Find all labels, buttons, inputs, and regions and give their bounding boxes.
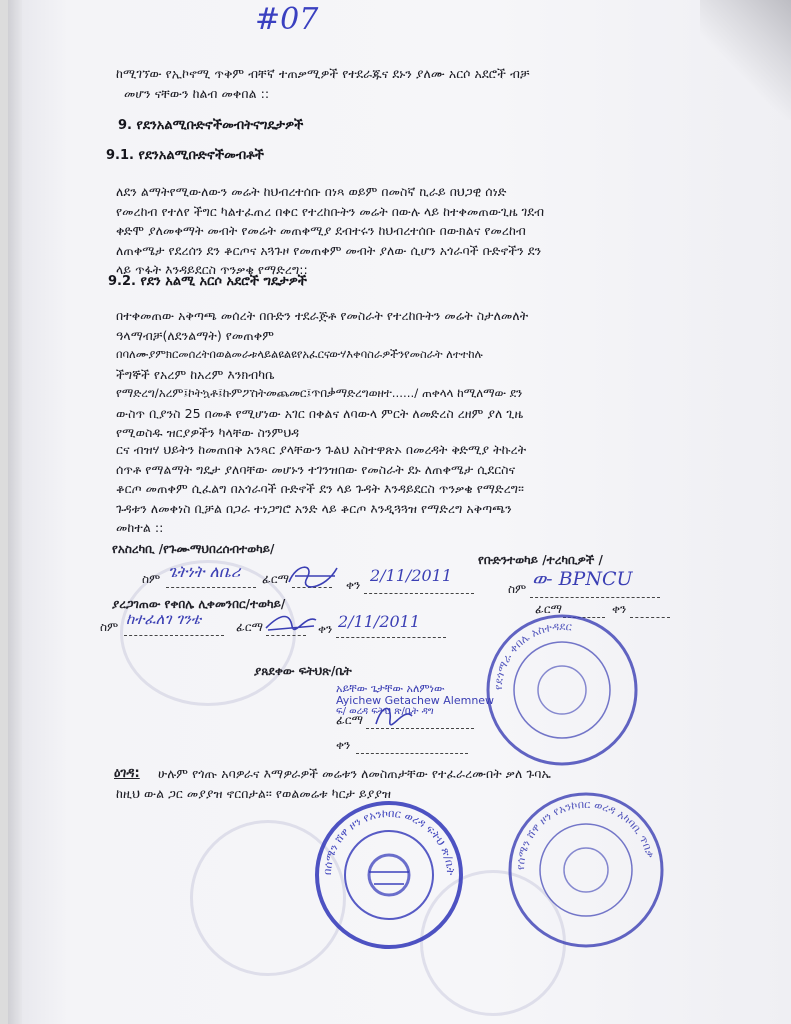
stacked-paper-edge xyxy=(8,0,22,1024)
left-name-handwriting: ጌትነት ለቤሪ xyxy=(168,562,241,581)
text-line: የማድረግ/አረም፤ኮትኳቶ፤ኩምፖስትመጨመር፤ጥበቃማድረግወዘተ....../ ጠቀላላ ከሚለማው ደን xyxy=(116,386,523,400)
witness-signature-scribble xyxy=(372,700,416,730)
text-line: ቆርጦ መጠቀም ሲፈልግ በአጎራባች ቡድኖች ደን ላይ ጉዳት እንዳይደርስ ጥንቃቄ የማድረግ፡፡ xyxy=(116,481,525,496)
stamp-bottom-right xyxy=(506,790,666,950)
svg-text:የሰሜን ሸዋ ዞን የአንኮበር ወረዳ አካባቢ ጥበቃ xyxy=(514,798,657,870)
approver-name-handwriting: ከተፈለገ ገንቴ xyxy=(126,610,201,628)
witness-stamp-english: Ayichew Getachew Alemnew xyxy=(336,694,495,707)
stamp-bottom-left xyxy=(314,800,464,950)
section-9-2-heading: 9.2. የደን አልሚ አርሶ አደሮች ግዴታዎች xyxy=(108,274,307,289)
text-line: ላይ ጥፋት እንዳይደርስ ጥንቃቄ የማድረግ:: xyxy=(116,262,308,277)
text-line: መከተል :: xyxy=(116,520,164,535)
text-line: ዓላማብቻ(ለደንልማት) የመጠቀም xyxy=(116,327,274,343)
left-signature-scribble xyxy=(285,560,345,592)
right-signature-label: ፊርማ xyxy=(535,602,563,616)
svg-text:በሰሜን ሸዋ ዞን የአንኮበር ወረዳ ፍትህ ጽ/ቤት xyxy=(321,807,457,876)
text-line: ጉዳቱን ለመቀነስ ቢቻል በጋራ ተነጋግሮ አንድ ላይ ቆርጦ እንዲጓጓዝ የማድረግ አቅጣጫን xyxy=(116,500,512,516)
intro-paragraph xyxy=(116,64,726,103)
approver-date-line xyxy=(336,637,446,638)
text-line: ቀድሞ ያለመቀማት መብት የመሬት መጠቀሚያ ደብተሩን ከህብረተሰቡ በውክልና የመረከብ xyxy=(116,223,526,238)
stamp-bottom-right-text: የሰሜን ሸዋ ዞን የአንኮበር ወረዳ አካባቢ ጥበቃ xyxy=(513,797,657,871)
section-9-1-paragraph xyxy=(116,182,726,280)
approver-signature-scribble xyxy=(262,606,320,636)
approver-name-label: ስም xyxy=(100,620,119,634)
right-date-label: ቀን xyxy=(612,602,627,616)
section-9-1-heading: 9.1. የደንአልሚቡድኖችመብቶች xyxy=(106,148,264,163)
section-9-heading: 9. የደንአልሚቡድኖችመብትናግዴታዎች xyxy=(118,118,304,133)
right-name-line xyxy=(530,597,660,598)
closing-paragraph xyxy=(116,440,726,538)
text-line: ችግኞች የአረም ከአረም እንክብካቤ xyxy=(116,366,275,382)
approver-signature-label: ፊርማ xyxy=(236,620,264,634)
text-line: ለደን ልማትየሚውለውን መሬት ከህብረተሰቡ በነጻ ወይም በመስኛ ኪራይ በህጋዊ ሰነድ xyxy=(116,184,507,199)
stamp-bottom-left-text: በሰሜን ሸዋ ዞን የአንኮበር ወረዳ ፍትህ ጽ/ቤት xyxy=(320,806,458,876)
left-date-label: ቀን xyxy=(346,578,361,592)
right-party-label: የቡድንተወካይ /ተረካቢዎች / xyxy=(478,553,603,567)
text-line: የመረከብ የተለየ ችግር ካልተፈጠረ በቀር የተረከቡትን መሬት በውሉ ላይ ከተቀመጠውጊዜ ገደብ xyxy=(116,203,545,219)
witness-stamp-amharic: አይቸው ጌታቸው አለምነው xyxy=(336,682,445,695)
note-label: ዕገዳ: xyxy=(114,766,140,781)
section-9-2-paragraph xyxy=(116,306,726,443)
stamp-top-right-text: የደጎማራ ቀበሌ አስተዳደር xyxy=(491,619,573,691)
text-line: ውስጥ ቢያንስ 25 በመቶ የሚሆነው አገር በቀልና ለባውላ ምርት ለመድረስ ረዘም ያለ ጊዜ xyxy=(116,405,524,421)
svg-text:የደጎማራ ቀበሌ አስተዳደር xyxy=(492,620,573,690)
text-line: ከሚገኘው የኢኮኖሚ ጥቅም ብቸኛ ተጠቃሚዎች የተደራጁና ደኑን ያለሙ አርሶ አደሮች ብቻ xyxy=(116,66,530,81)
left-party-label: የአስረካቢ /የጉሙማህበረሰብተወካይ/ xyxy=(112,542,275,556)
text-line: ለጠቀሜታ የደረሰን ደን ቆርጦና አጓጉዞ የመጠቀም መብት ያለው ሲሆን አጎራባች ቡድኖችን ደን xyxy=(116,242,542,258)
witness-label: ያጸደቀው ፍትህጽ/ቤት xyxy=(254,664,352,678)
text-line: ሰጥቶ የማልማት ግዴታ ያለባቸው መሆኑን ተገንዝበው የመስራት ደኑ ለጠቀሜታ ሲደርስና xyxy=(116,461,516,477)
left-name-label: ስም xyxy=(142,572,161,586)
text-line: ከዚህ ውል ጋር መያያዝ ኖርበታል፡፡ የወልመሬቱ ካርታ ይያያዝ xyxy=(116,786,391,801)
left-date-line xyxy=(364,593,474,594)
witness-signature-label: ፊርማ xyxy=(336,713,364,727)
witness-date-label: ቀን xyxy=(336,738,351,752)
text-line: መሆን ናቸውን ከልብ መቀበል :: xyxy=(124,85,270,101)
left-date-handwriting: 2/11/2011 xyxy=(370,566,453,585)
page-mark: #07 xyxy=(255,2,319,37)
left-signature-label: ፊርማ xyxy=(262,572,290,586)
approver-date-label: ቀን xyxy=(318,622,333,636)
text-line: በባለሙያምክርመሰረትበወልመራቱላይልዩልዩየአፈርናውሃእቀባስራዎችንየመስራት ለተተከሉ xyxy=(116,347,483,361)
right-name-label: ስም xyxy=(508,582,527,596)
approver-label: ያረጋገጠው የቀበሌ ሊቀመንበር/ተወካይ/ xyxy=(112,597,286,611)
text-line: ሁሉም የጎጡ አባዎራና እማዎራዎች መሬቱን ለመስጠታቸው የተፈራረሙበት ቃለ ጉባኤ xyxy=(158,766,551,781)
text-line: በተቀመጠው አቅጣጫ መሰረት በቡድን ተደራጅቶ የመስራት የተረከቡትን መሬት ስታለመለት xyxy=(116,308,529,323)
text-line: የሚወስዱ ዝርያዎችን ካላቸው ስንምህዳ xyxy=(116,425,300,440)
approver-date-handwriting: 2/11/2011 xyxy=(338,612,421,631)
witness-date-line xyxy=(356,753,468,754)
stamp-top-right xyxy=(484,612,640,768)
left-name-line xyxy=(166,587,256,588)
approver-name-line xyxy=(124,635,224,636)
right-name-handwriting: ወ- BPNCU xyxy=(532,568,633,590)
text-line: ርና ብዝሃ ህይትን ከመጠበቅ አንጻር ያላቸውን ጉልህ አስተዋጽኦ በመረዳት ቅድሚያ ትኩረት xyxy=(116,442,527,457)
witness-stamp-office: ፍ/ ወረዳ ፍትህ ጽ/ቤት ዳግ xyxy=(336,706,434,717)
